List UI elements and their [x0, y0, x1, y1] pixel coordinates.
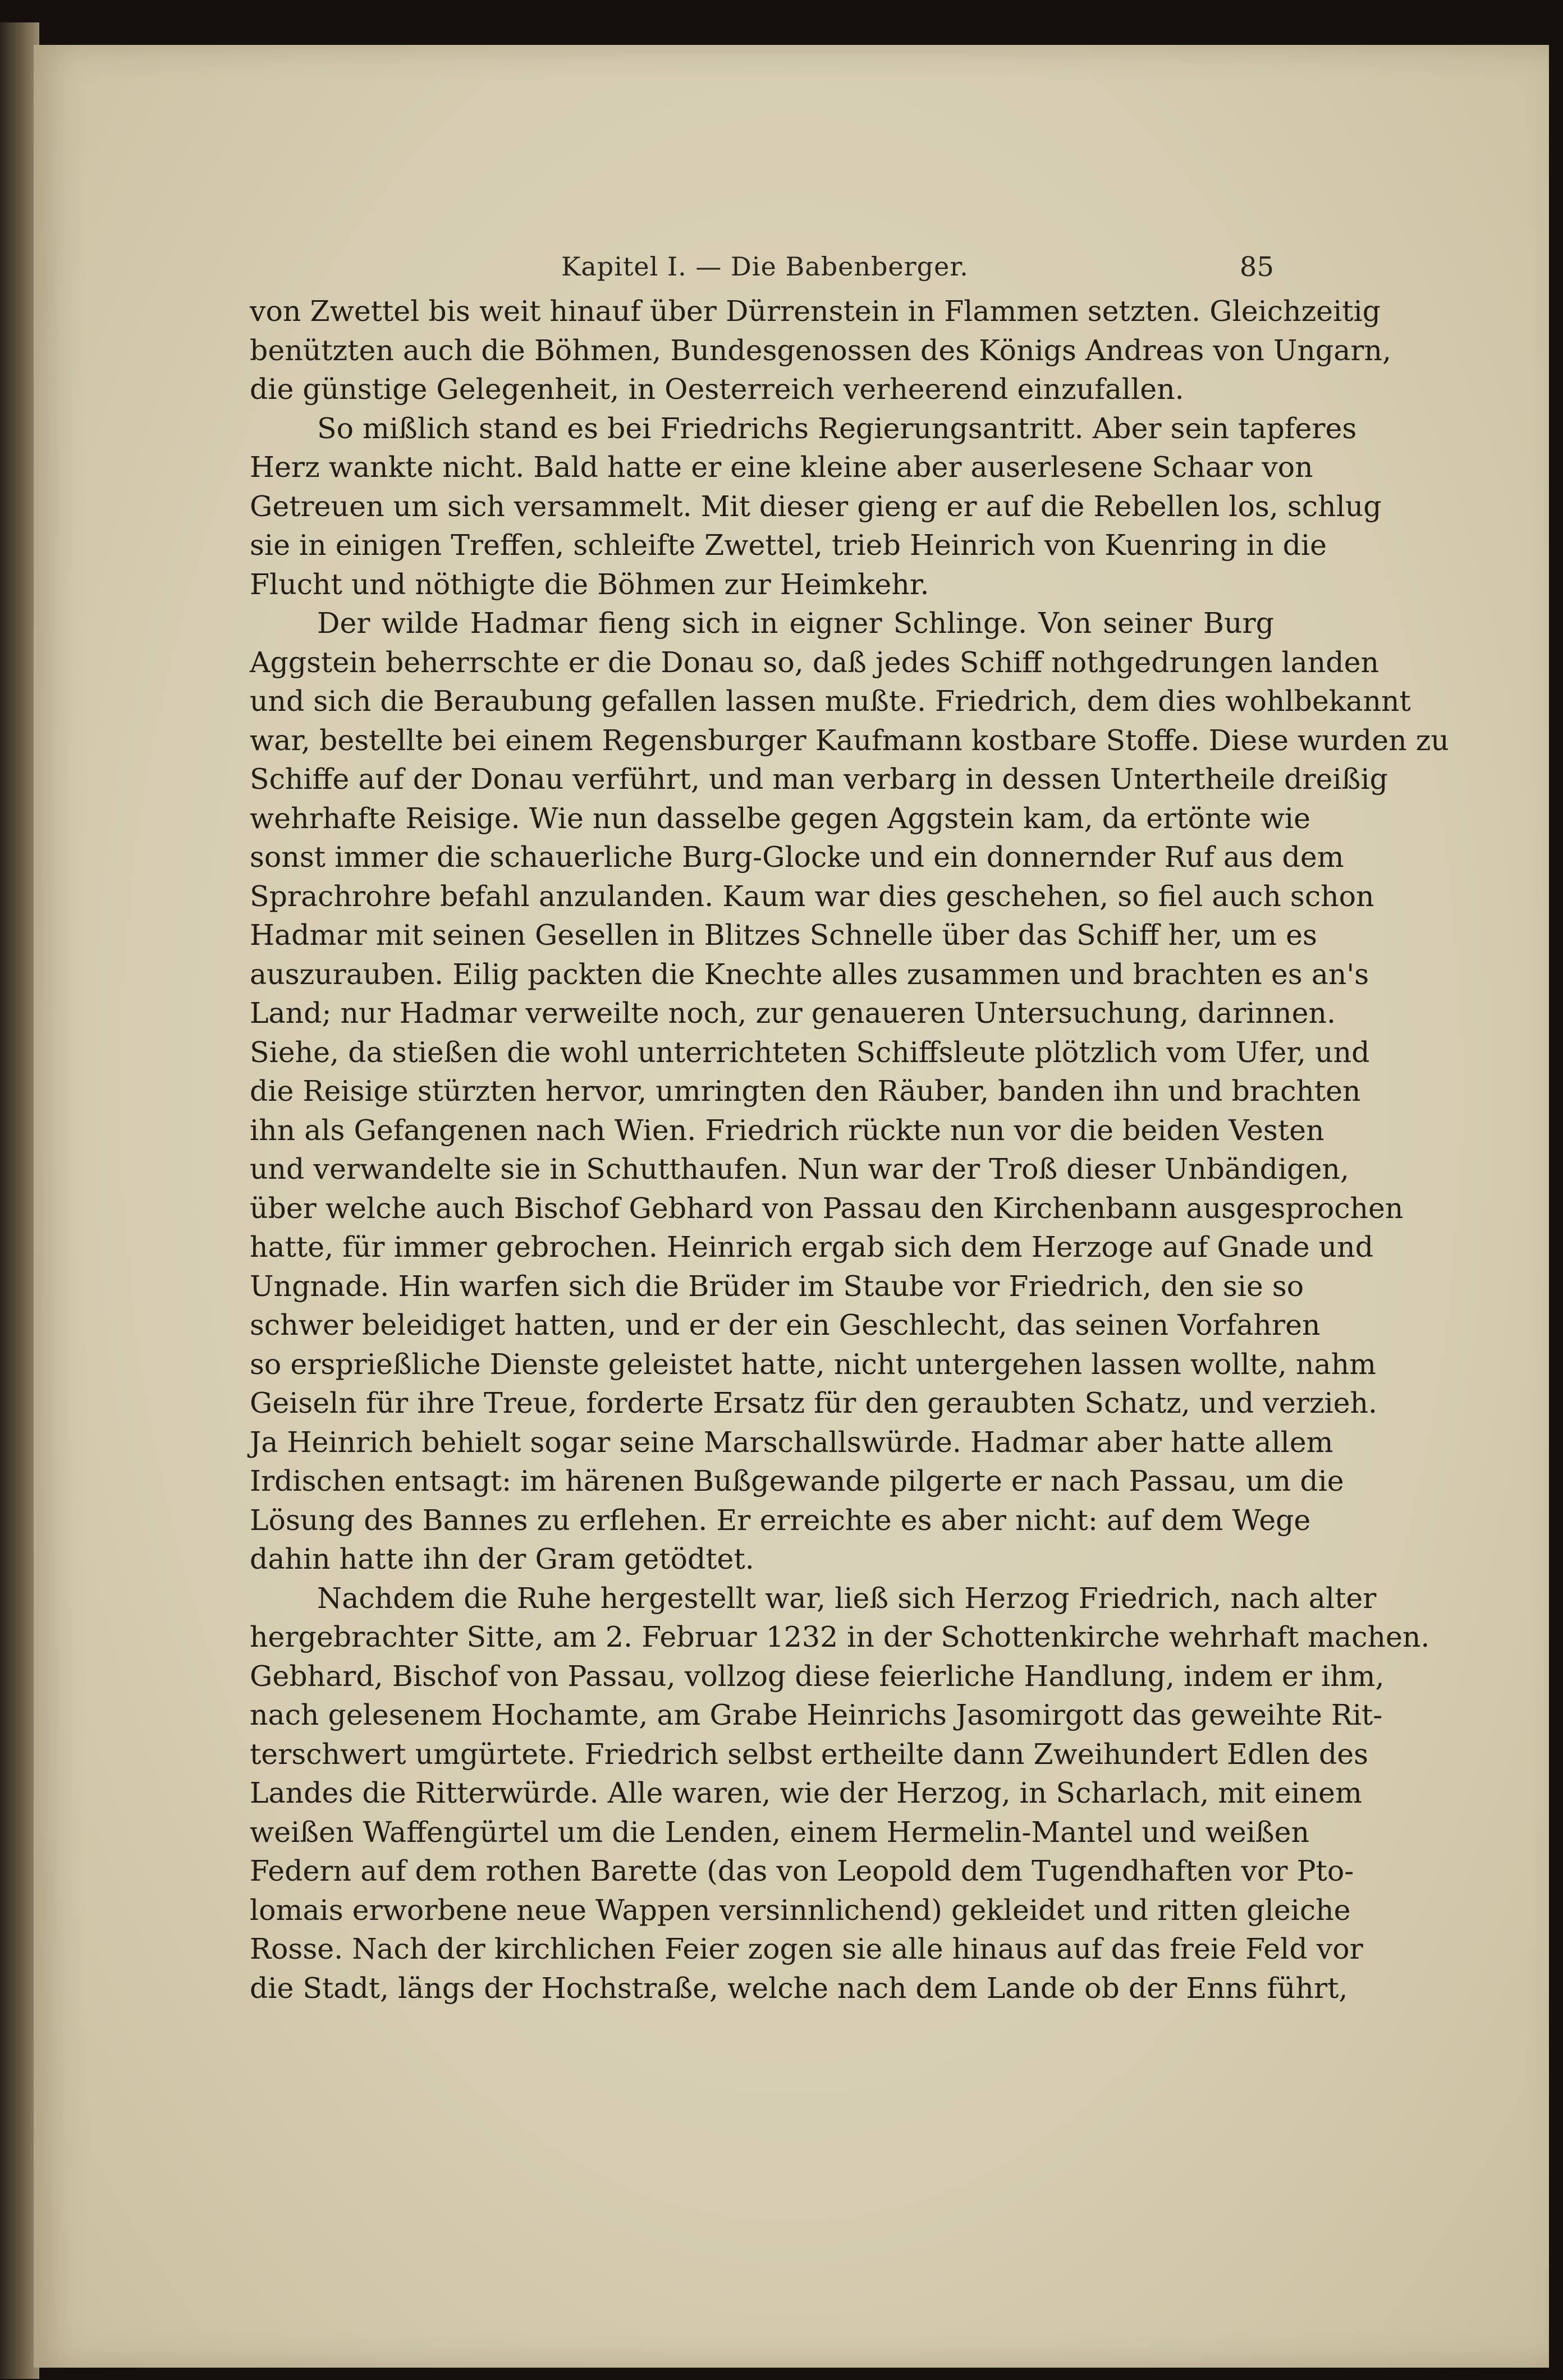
text-line: Sprachrohre befahl anzulanden. Kaum war dies geschehen, so fiel auch schon	[250, 879, 1374, 913]
text-line: die günstige Gelegenheit, in Oesterreich verheerend einzufallen.	[250, 373, 1184, 406]
text-line: und verwandelte sie in Schutthaufen. Nun war der Troß dieser Unbändigen,	[250, 1152, 1349, 1186]
text-line: Irdischen entsagt: im härenen Bußgewande pilgerte er nach Passau, um die	[250, 1464, 1344, 1497]
text-line: hergebrachter Sitte, am 2. Februar 1232 in der Schottenkirche wehrhaft machen.	[250, 1620, 1430, 1653]
text-line: So mißlich stand es bei Friedrichs Regierungsantritt. Aber sein tapferes	[317, 411, 1357, 445]
text-line: Hadmar mit seinen Gesellen in Blitzes Schnelle über das Schiff her, um es	[250, 918, 1317, 952]
text-line: und sich die Beraubung gefallen lassen mußte. Friedrich, dem dies wohlbekannt	[250, 684, 1411, 718]
running-head: Kapitel I. — Die Babenberger.	[561, 251, 969, 282]
text-line: terschwert umgürtete. Friedrich selbst ertheilte dann Zweihundert Edlen des	[250, 1737, 1369, 1771]
text-line: wehrhafte Reisige. Wie nun dasselbe gegen Aggstein kam, da ertönte wie	[250, 801, 1310, 835]
text-line: so ersprießliche Dienste geleistet hatte, nicht untergehen lassen wollte, nahm	[250, 1347, 1377, 1381]
text-line: Schiffe auf der Donau verführt, und man verbarg in dessen Untertheile dreißig	[250, 762, 1388, 796]
text-line: Ungnade. Hin warfen sich die Brüder im Staube vor Friedrich, den sie so	[250, 1269, 1304, 1303]
text-line: Landes die Ritterwürde. Alle waren, wie der Herzog, in Scharlach, mit einem	[250, 1776, 1362, 1809]
text-line: Flucht und nöthigte die Böhmen zur Heimkehr.	[250, 567, 929, 601]
body-text	[250, 292, 1449, 2007]
text-line: Siehe, da stießen die wohl unterrichteten Schiffsleute plötzlich vom Ufer, und	[250, 1035, 1370, 1069]
text-line: Land; nur Hadmar verweilte noch, zur genaueren Untersuchung, darinnen.	[250, 996, 1336, 1030]
text-line: lomais erworbene neue Wappen versinnlichend) gekleidet und ritten gleiche	[250, 1893, 1351, 1927]
text-line: weißen Waffengürtel um die Lenden, einem Hermelin-Mantel und weißen	[250, 1815, 1310, 1849]
text-line: die Stadt, längs der Hochstraße, welche nach dem Lande ob der Enns führt,	[250, 1971, 1348, 2005]
text-line: Aggstein beherrschte er die Donau so, daß jedes Schiff nothgedrungen landen	[250, 645, 1379, 679]
text-line: Gebhard, Bischof von Passau, vollzog diese feierliche Handlung, indem er ihm,	[250, 1659, 1385, 1693]
text-line: nach gelesenem Hochamte, am Grabe Heinrichs Jasomirgott das geweihte Rit-	[250, 1698, 1383, 1731]
text-line: Lösung des Bannes zu erflehen. Er erreichte es aber nicht: auf dem Wege	[250, 1503, 1311, 1537]
text-line: Ja Heinrich behielt sogar seine Marschallswürde. Hadmar aber hatte allem	[250, 1425, 1333, 1459]
text-line: Federn auf dem rothen Barette (das von Leopold dem Tugendhaften vor Pto-	[250, 1854, 1354, 1887]
text-line: schwer beleidiget hatten, und er der ein Geschlecht, das seinen Vorfahren	[250, 1308, 1321, 1341]
text-line: Der wilde Hadmar fieng sich in eigner Schlinge. Von seiner Burg	[317, 607, 1274, 640]
text-line: Nachdem die Ruhe hergestellt war, ließ sich Herzog Friedrich, nach alter	[317, 1581, 1377, 1615]
text-line: über welche auch Bischof Gebhard von Passau den Kirchenbann ausgesprochen	[250, 1191, 1404, 1225]
page-number: 85	[1239, 251, 1274, 283]
page-header	[247, 251, 1274, 296]
text-line: auszurauben. Eilig packten die Knechte alles zusammen und brachten es an's	[250, 957, 1369, 991]
text-line: sie in einigen Treffen, schleifte Zwettel, trieb Heinrich von Kuenring in die	[250, 529, 1327, 562]
text-line: sonst immer die schauerliche Burg-Glocke und ein donnernder Ruf aus dem	[250, 840, 1344, 874]
text-line: Geiseln für ihre Treue, forderte Ersatz für den geraubten Schatz, und verzieh.	[250, 1386, 1378, 1419]
text-line: die Reisige stürzten hervor, umringten den Räuber, banden ihn und brachten	[250, 1074, 1361, 1108]
text-line: dahin hatte ihn der Gram getödtet.	[250, 1542, 754, 1575]
text-line: war, bestellte bei einem Regensburger Kaufmann kostbare Stoffe. Diese wurden zu	[250, 723, 1449, 757]
text-line: benützten auch die Böhmen, Bundesgenossen des Königs Andreas von Ungarn,	[250, 333, 1392, 367]
text-line: hatte, für immer gebrochen. Heinrich ergab sich dem Herzoge auf Gnade und	[250, 1230, 1374, 1263]
text-line: ihn als Gefangenen nach Wien. Friedrich rückte nun vor die beiden Vesten	[250, 1113, 1324, 1147]
text-line: Herz wankte nicht. Bald hatte er eine kleine aber auserlesene Schaar von	[250, 451, 1313, 484]
text-line: Rosse. Nach der kirchlichen Feier zogen sie alle hinaus auf das freie Feld vor	[250, 1932, 1363, 1965]
text-line: Getreuen um sich versammelt. Mit dieser gieng er auf die Rebellen los, schlug	[250, 489, 1382, 523]
text-line: von Zwettel bis weit hinauf über Dürrenstein in Flammen setzten. Gleichzeitig	[250, 295, 1381, 328]
